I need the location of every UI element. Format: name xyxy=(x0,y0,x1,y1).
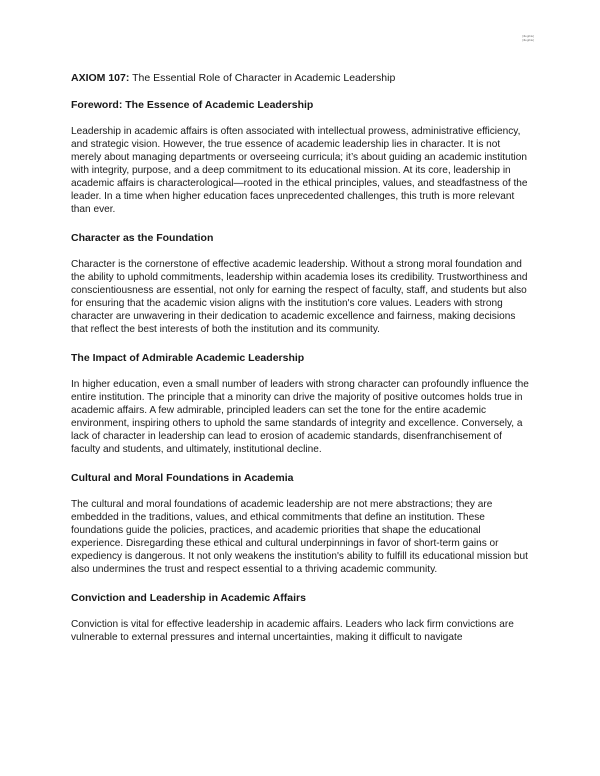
section-body-character-foundation: Character is the cornerstone of effective academic leadership. Without a strong moral foundation and the ability to uphold commitments, leadership within academia loses its credibility. Trustworthiness and conscientiousness are essential, not only for earning the respect of faculty, staff, and students but also for ensuring that the academic vision aligns with the institution's core values. Leaders with strong character are unwavering in their dedication to academic excellence and fairness, making decisions that reflect the best interests of both the institution and its community. xyxy=(71,259,528,335)
header-note xyxy=(522,34,534,42)
header-note-line-2: [illegible] xyxy=(522,38,534,42)
document-title-text: The Essential Role of Character in Academic Leadership xyxy=(129,72,396,84)
document-title xyxy=(71,72,531,85)
document-title-label: AXIOM 107: xyxy=(71,72,130,84)
document-body xyxy=(71,72,531,660)
section-heading-character-foundation: Character as the Foundation xyxy=(71,232,214,244)
section-body-foreword: Leadership in academic affairs is often associated with intellectual prowess, administrative efficiency, and strategic vision. However, the true essence of academic leadership lies in character. It is not merely about managing departments or overseeing curricula; it’s about guiding an academic institution with integrity, purpose, and a deep commitment to its educational mission. At its core, leadership in academic affairs is characterological—rooted in the ethical principles, values, and steadfastness of the leader. In a time when higher education faces unprecedented challenges, this truth is more relevant than ever. xyxy=(71,126,528,215)
section-heading-foreword: Foreword: The Essence of Academic Leadership xyxy=(71,99,314,111)
section-heading-conviction: Conviction and Leadership in Academic Affairs xyxy=(71,592,306,604)
section-body-admirable-leadership: In higher education, even a small number of leaders with strong character can profoundly influence the entire institution. The principle that a minority can drive the majority of positive outcomes holds true in academic affairs. A few admirable, principled leaders can set the tone for the entire academic environment, inspiring others to uphold the same standards of integrity and excellence. Conversely, a lack of character in leadership can lead to erosion of academic standards, disenfranchisement of faculty and students, and ultimately, institutional decline. xyxy=(71,379,529,455)
section-body-conviction: Conviction is vital for effective leadership in academic affairs. Leaders who lack firm convictions are vulnerable to external pressures and internal uncertainties, making it difficult to navigate xyxy=(71,619,514,643)
section-heading-admirable-leadership: The Impact of Admirable Academic Leadership xyxy=(71,352,305,364)
section-heading-cultural-moral: Cultural and Moral Foundations in Academia xyxy=(71,472,294,484)
section-body-cultural-moral: The cultural and moral foundations of academic leadership are not mere abstractions; they are embedded in the traditions, values, and ethical commitments that define an institution. These foundations guide the policies, practices, and academic priorities that shape the educational experience. Disregarding these ethical and cultural underpinnings in favor of short-term gains or expediency is dangerous. It not only weakens the institution's ability to fulfill its educational mission but also undermines the trust and respect essential to a thriving academic community. xyxy=(71,499,528,575)
header-note-line-1: [illegible] xyxy=(522,34,534,38)
